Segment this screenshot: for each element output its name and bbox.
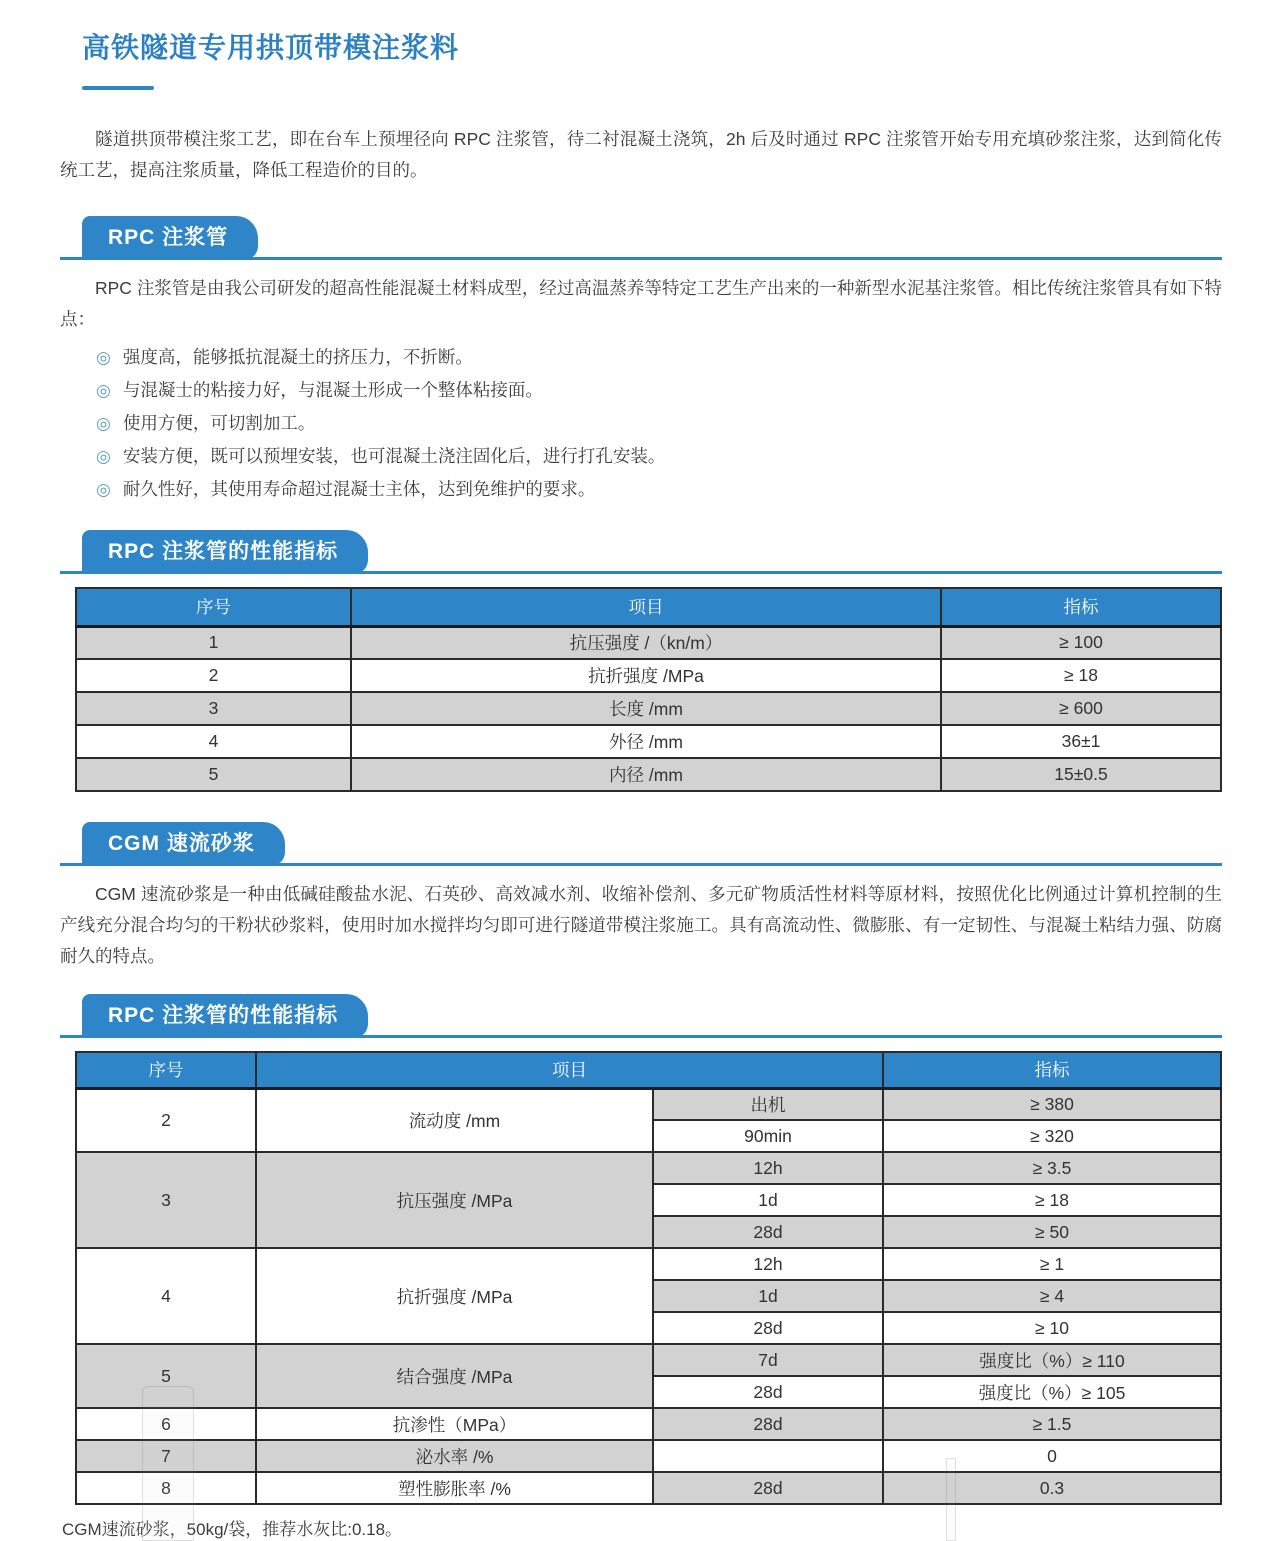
table-row [76,1472,1221,1504]
table-cell: 5 [76,758,351,791]
table-cell: ≥ 18 [941,659,1221,692]
cell-value: 强度比（%）≥ 105 [883,1376,1221,1408]
table-cell: 3 [76,692,351,725]
rpc-pipe-paragraph: RPC 注浆管是由我公司研发的超高性能混凝土材料成型，经过高温蒸养等特定工艺生产出来的一种新型水泥基注浆管。相比传统注浆管具有如下特点： [60,278,1222,329]
table-row [76,725,1221,758]
table-cell: 15±0.5 [941,758,1221,791]
table-cell: 1 [76,626,351,659]
column-header-index: 指标 [941,588,1221,626]
cell-condition: 28d [653,1216,883,1248]
cell-condition: 90min [653,1120,883,1152]
page-title: 高铁隧道专用拱顶带模注浆料 [82,32,460,63]
cell-value: ≥ 4 [883,1280,1221,1312]
table-row [76,1248,1221,1280]
section-tab-rpc-pipe: RPC 注浆管 [82,216,258,260]
cgm-specs-table-body [76,1088,1221,1504]
cell-value: ≥ 1 [883,1248,1221,1280]
faint-watermark-line [946,1458,956,1541]
cell-item: 抗渗性（MPa） [256,1408,653,1440]
cell-no: 6 [76,1408,256,1440]
feature-item [96,374,1222,407]
bullet-icon: ◎ [96,447,111,466]
cell-value: 强度比（%）≥ 110 [883,1344,1221,1376]
cell-condition: 1d [653,1280,883,1312]
rpc-specs-table [75,587,1222,792]
rpc-specs-table-body [76,626,1221,791]
table-row [76,1088,1221,1120]
table-cell: 2 [76,659,351,692]
column-header-item: 项目 [351,588,941,626]
intro-paragraph: 隧道拱顶带模注浆工艺，即在台车上预埋径向 RPC 注浆管，待二衬混凝土浇筑，2h 后及时通过 RPC 注浆管开始专用充填砂浆注浆，达到简化传统工艺，提高注浆质量，降低工程造价的目的。 [60,129,1222,180]
cell-value: ≥ 380 [883,1088,1221,1120]
cell-item: 抗压强度 /MPa [256,1152,653,1248]
column-header-no: 序号 [76,588,351,626]
feature-item [96,473,1222,506]
cell-condition: 7d [653,1344,883,1376]
cell-condition: 1d [653,1184,883,1216]
feature-item [96,341,1222,374]
cell-value: ≥ 50 [883,1216,1221,1248]
column-header-index: 指标 [883,1052,1221,1088]
section-header-cgm-specs [60,994,1222,1038]
column-header-no: 序号 [76,1052,256,1088]
table-cell: 内径 /mm [351,758,941,791]
rpc-specs-table-header [76,588,1221,626]
title-underline [82,86,154,90]
cell-no: 7 [76,1440,256,1472]
feature-text: 强度高，能够抵抗混凝土的挤压力，不折断。 [122,347,473,367]
table-row [76,1344,1221,1376]
cell-item: 塑性膨胀率 /% [256,1472,653,1504]
table-cell: 抗折强度 /MPa [351,659,941,692]
cgm-specs-table [75,1051,1222,1505]
table-row [76,626,1221,659]
bullet-icon: ◎ [96,480,111,499]
feature-text: 耐久性好，其使用寿命超过混凝士主体，达到免维护的要求。 [122,479,596,499]
section-tab-rpc-specs: RPC 注浆管的性能指标 [82,530,368,574]
column-header-item: 项目 [256,1052,883,1088]
cell-value: ≥ 1.5 [883,1408,1221,1440]
cgm-paragraph: CGM 速流砂浆是一种由低碱硅酸盐水泥、石英砂、高效减水剂、收缩补偿剂、多元矿物质活性材料等原材料，按照优化比例通过计算机控制的生产线充分混合均匀的干粉状砂浆料，使用时加水搅拌均匀即可进行隧道带模注浆施工。具有高流动性、微膨胀、有一定韧性、与混凝土粘结力强、防腐耐久的特点。 [60,884,1222,966]
cell-value: ≥ 10 [883,1312,1221,1344]
cell-condition [653,1440,883,1472]
table-cell: 36±1 [941,725,1221,758]
bullet-icon: ◎ [96,381,111,400]
table-cell: 抗压强度 /（kn/m） [351,626,941,659]
table-cell: ≥ 600 [941,692,1221,725]
section-header-rpc-pipe [60,216,1222,260]
table-cell: 长度 /mm [351,692,941,725]
section-tab-cgm: CGM 速流砂浆 [82,822,285,866]
cell-value: 0.3 [883,1472,1221,1504]
table-row [76,659,1221,692]
bullet-icon: ◎ [96,348,111,367]
cell-condition: 出机 [653,1088,883,1120]
cgm-specs-table-header [76,1052,1221,1088]
cell-condition: 12h [653,1248,883,1280]
cell-no: 5 [76,1344,256,1408]
cell-value: ≥ 320 [883,1120,1221,1152]
footer-note: CGM速流砂浆，50kg/袋，推荐水灰比:0.18。 [62,1520,403,1539]
section-header-cgm [60,822,1222,866]
section-header-rpc-specs [60,530,1222,574]
feature-text: 与混凝士的粘接力好，与混凝土形成一个整体粘接面。 [122,380,543,400]
cell-value: 0 [883,1440,1221,1472]
table-row [76,758,1221,791]
cell-item: 流动度 /mm [256,1088,653,1152]
cell-item: 抗折强度 /MPa [256,1248,653,1344]
feature-item [96,440,1222,473]
cell-condition: 28d [653,1472,883,1504]
faint-watermark-bottle [142,1386,194,1541]
table-row [76,1408,1221,1440]
feature-text: 安装方便，既可以预埋安装，也可混凝土浇注固化后，进行打孔安装。 [122,446,666,466]
table-cell: 4 [76,725,351,758]
bullet-icon: ◎ [96,414,111,433]
cell-value: ≥ 3.5 [883,1152,1221,1184]
table-cell: 外径 /mm [351,725,941,758]
cell-condition: 12h [653,1152,883,1184]
table-row [76,1152,1221,1184]
feature-text: 使用方便，可切割加工。 [122,413,316,433]
table-row [76,692,1221,725]
cell-item: 结合强度 /MPa [256,1344,653,1408]
cell-no: 4 [76,1248,256,1344]
cell-condition: 28d [653,1376,883,1408]
section-tab-cgm-specs: RPC 注浆管的性能指标 [82,994,368,1038]
cell-condition: 28d [653,1312,883,1344]
cell-no: 3 [76,1152,256,1248]
feature-item [96,407,1222,440]
table-cell: ≥ 100 [941,626,1221,659]
cell-no: 2 [76,1088,256,1152]
table-row [76,1440,1221,1472]
cell-value: ≥ 18 [883,1184,1221,1216]
rpc-feature-list [60,341,1222,506]
cell-no: 8 [76,1472,256,1504]
cell-item: 泌水率 /% [256,1440,653,1472]
cell-condition: 28d [653,1408,883,1440]
